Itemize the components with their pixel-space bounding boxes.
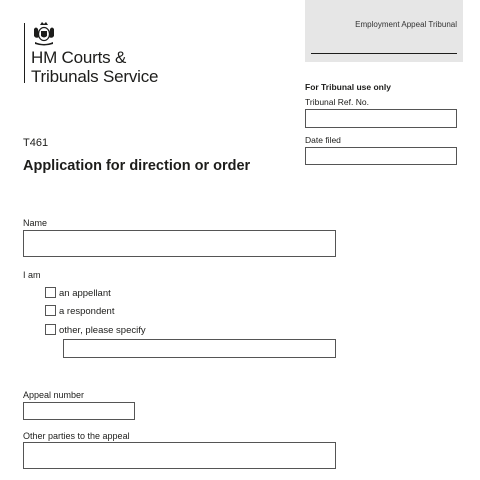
- name-field[interactable]: [23, 230, 336, 257]
- appeal-number-label: Appeal number: [23, 390, 85, 400]
- name-label: Name: [23, 218, 48, 228]
- brand-name-line2: Tribunals Service: [31, 67, 159, 86]
- office-use-heading: For Tribunal use only: [305, 82, 391, 92]
- respondent-checkbox[interactable]: [45, 305, 56, 316]
- other-parties-field[interactable]: [23, 442, 336, 469]
- tribunal-ref-field[interactable]: [305, 109, 457, 128]
- royal-crest-icon: [31, 21, 57, 47]
- other-checkbox[interactable]: [45, 324, 56, 335]
- date-filed-label: Date filed: [305, 135, 341, 145]
- other-parties-label: Other parties to the appeal: [23, 431, 130, 441]
- other-label: other, please specify: [59, 325, 146, 336]
- tribunal-name: Employment Appeal Tribunal: [355, 20, 457, 29]
- tribunal-ref-label: Tribunal Ref. No.: [305, 97, 369, 107]
- respondent-label: a respondent: [59, 306, 115, 317]
- form-code: T461: [23, 137, 49, 149]
- i-am-label: I am: [23, 270, 41, 280]
- appellant-label: an appellant: [59, 288, 111, 299]
- tribunal-rule: [311, 53, 457, 54]
- page-title: Application for direction or order: [23, 158, 251, 174]
- other-specify-field[interactable]: [63, 339, 336, 358]
- appeal-number-field[interactable]: [23, 402, 135, 420]
- appellant-checkbox[interactable]: [45, 287, 56, 298]
- brand-divider: [24, 23, 25, 83]
- brand-name-line1: HM Courts &: [31, 48, 127, 67]
- date-filed-field[interactable]: [305, 147, 457, 165]
